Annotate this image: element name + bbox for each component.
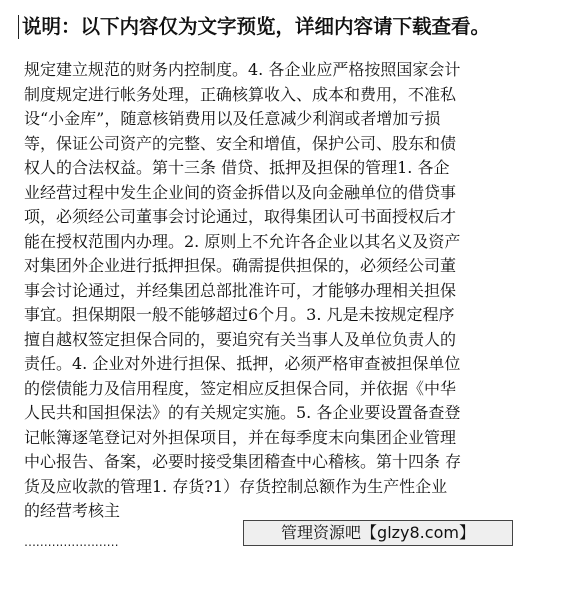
body-line: 规定建立规范的财务内控制度。4. 各企业应严格按照国家会计 — [24, 60, 461, 79]
body-line: 人民共和国担保法》的有关规定实施。5. 各企业要设置备查登 — [24, 403, 461, 422]
body-line: 业经营过程中发生企业间的资金拆借以及向金融单位的借贷事 — [24, 182, 457, 202]
body-line: 权人的合法权益。第十三条 借贷、抵押及担保的管理1. 各企 — [24, 158, 450, 177]
body-line: 的经营考核主 — [24, 501, 121, 520]
body-line: 中心报告、备案，必要时接受集团稽查中心稽核。第十四条 存 — [24, 452, 462, 471]
body-line: 等，保证公司资产的完整、安全和增值，保护公司、股东和债 — [24, 133, 457, 153]
body-line: 设“小金库”，随意核销费用以及任意减少利润或者增加亏损 — [24, 109, 441, 128]
body-line: 的偿债能力及信用程度，签定相应反担保合同，并依据《中华 — [24, 378, 457, 398]
body-line: 责任。4. 企业对外进行担保、抵押，必须严格审查被担保单位 — [24, 354, 461, 373]
body-line: 货及应收款的管理1. 存货?1）存货控制总额作为生产性企业 — [24, 476, 448, 496]
body-line: 对集团外企业进行抵押担保。确需提供担保的，必须经公司董 — [24, 256, 457, 275]
body-line: 项，必须经公司董事会讨论通过，取得集团认可书面授权后才 — [24, 207, 457, 226]
body-line: 能在授权范围内办理。2. 原则上不允许各企业以其名义及资产 — [24, 231, 461, 251]
body-line: 事会讨论通过，并经集团总部批准许可，才能够办理相关担保 — [24, 280, 457, 300]
document-body — [24, 58, 556, 524]
body-line: 记帐簿逐笔登记对外担保项目，并在每季度末向集团企业管理 — [24, 427, 457, 447]
body-line: 事宜。担保期限一般不能够超过6个月。3. 凡是未按规定程序 — [24, 305, 455, 324]
body-line: 制度规定进行帐务处理，正确核算收入、成本和费用，不准私 — [24, 84, 457, 104]
preview-notice: 说明：以下内容仅为文字预览，详细内容请下载查看。 — [22, 12, 562, 42]
continuation-dots: …………………… — [24, 535, 119, 549]
source-link-button[interactable]: 管理资源吧【glzy8.com】 — [243, 520, 513, 546]
body-line: 擅自越权签定担保合同的，要追究有关当事人及单位负责人的 — [24, 329, 457, 349]
